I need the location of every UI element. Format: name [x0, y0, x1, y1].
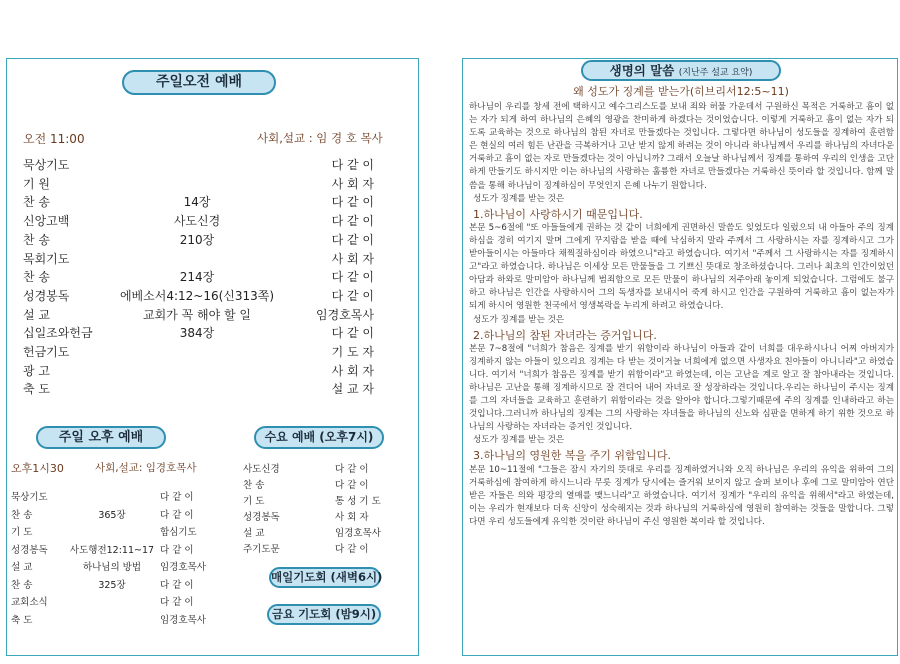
morning-order-detail: 214장 [179, 270, 215, 285]
afternoon-order-name: 성경봉독 [11, 544, 48, 556]
morning-service-title: 주일오전 예배 [122, 70, 276, 95]
afternoon-order-detail: 325장 [98, 579, 126, 591]
wednesday-order-name: 기 도 [243, 496, 265, 507]
morning-order-detail: 교회가 꼭 해야 할 일 [143, 307, 251, 322]
morning-order-leader: 다 같 이 [331, 214, 374, 229]
morning-order-row [7, 175, 420, 193]
morning-order-name: 찬 송 [23, 270, 50, 285]
wednesday-order-leader: 사 회 자 [335, 512, 369, 523]
sermon-title: 생명의 말씀 [609, 63, 675, 78]
afternoon-order-name: 설 교 [11, 562, 33, 573]
afternoon-order-name: 묵상기도 [11, 492, 48, 503]
morning-order-detail: 384장 [179, 326, 215, 341]
wednesday-order-leader: 다 같 이 [335, 544, 369, 555]
sermon-body [469, 101, 894, 529]
daily-prayer-badge: 매일기도회 (새벽6시) [269, 567, 381, 588]
wednesday-order-name: 주기도문 [243, 544, 280, 555]
afternoon-order-row [7, 594, 237, 611]
afternoon-order-row [7, 559, 237, 576]
sermon-point-heading: 1.하나님이 사랑하시기 때문입니다. [473, 207, 643, 221]
wednesday-order-row [243, 525, 413, 542]
morning-order-row [7, 306, 420, 324]
afternoon-service-title: 주일 오후 예배 [36, 426, 166, 449]
sermon-intro: 하나님이 우리를 창세 전에 택하시고 예수그리스도를 보내 죄와 허물 가운데서 구원하신 목적은 거룩하고 흠이 없는 자가 되게 하여 하나님의 은혜의 영광을 찬미하게 하겠다는 것이었습니다. 이렇게 거룩하고 흠이 없는 자가 되도록 교육하는 것으로 하나님의 참된 자녀로 만들겠다는 것입니다. 그렇다면 하나님이 성도들을 징계하여 훈련함은 현실의 여러 힘든 난관을 극복하거나 고난 받지 않게 하려는 것이 아니라 하나님께서 우리를 하나님의 자녀다운 거룩하고 흠이 없는 자로 만들겠다는 것이 아닙니까? 그래서 오늘날 하나님께서 징계를 통하여 우리의 인생을 고단하게 만들기도 하시지만 이는 하나님의 사랑하는 훌륭한 자녀로 만들겠다는 거룩하신 뜻이라 할 것입니다. 함께 말씀을 통해 하나님이 징계하심이 무엇인지 은혜 나누기 원합니다. [469, 102, 894, 191]
morning-order-leader: 사 회 자 [331, 251, 374, 266]
wednesday-order-name: 성경봉독 [243, 512, 280, 523]
afternoon-order-detail: 하나님의 방법 [82, 562, 142, 573]
morning-order-name: 십일조와헌금 [23, 326, 93, 341]
afternoon-order-row [7, 612, 237, 629]
afternoon-order-detail: 365장 [98, 509, 126, 521]
morning-order-detail: 에베소서4:12~16(신313쪽) [119, 288, 275, 303]
morning-order-leader: 기 도 자 [331, 345, 374, 359]
morning-order-detail: 사도신경 [173, 214, 221, 229]
sermon-point-text: 본문 5~6절에 "또 아들들에게 권하는 것 같이 너희에게 권면하신 말씀도 잊었도다 일렀으되 내 아들아 주의 징계하심을 경히 여기지 말며 그에게 꾸지람을 받을 때에 낙심하지 말라 주께서 그 사랑하시는 자를 징계하시고 그가 받아들이시는 아들마다 채찍질하심이라 하였으니"라고 하였습니다. 여기서 "주께서 그 사랑하시는 자를 징계하시고"라고 하였습니다. 하나님은 이세상 모든 만물들을 그 기쁘신 뜻대로 창조하셨습니다. 그러나 최초의 인간이었던 아담과 하와로 말미암아 하나님께 범죄함으로 모든 만물이 하나님의 저주아래 놓이게 되었습니다. 그럼에도 불구하고 하나님은 인간을 사랑하시어 그의 독생자를 보내시어 죽게 하시고 인간을 구원하여 거룩하고 흠이 없는자가 되게 하시어 영원한 천국에서 영생복락을 누리게 하려고 하였습니다. [469, 222, 894, 312]
wednesday-order-row [243, 461, 413, 478]
morning-order-leader: 사 회 자 [331, 363, 374, 378]
wednesday-order-name: 찬 송 [243, 480, 265, 491]
afternoon-order-leader: 임경호목사 [160, 562, 206, 573]
morning-order-row [7, 193, 420, 211]
wednesday-order-leader: 통 성 기 도 [335, 496, 381, 507]
morning-order-name: 찬 송 [23, 232, 50, 247]
morning-order-row [7, 250, 420, 268]
morning-order-row [7, 212, 420, 230]
morning-order-row [7, 362, 420, 380]
morning-order-name: 기 원 [23, 176, 50, 191]
sermon-summary-panel [462, 58, 898, 656]
sermon-lead: 성도가 징계를 받는 것은 [473, 314, 565, 325]
afternoon-order-row [7, 489, 237, 506]
afternoon-order-name: 축 도 [11, 614, 33, 626]
morning-order-name: 묵상기도 [23, 158, 70, 172]
morning-order-name: 목회기도 [23, 251, 70, 266]
sermon-point-heading: 2.하나님의 참된 자녀라는 증거입니다. [473, 328, 657, 342]
afternoon-order-row [7, 542, 237, 559]
morning-order-row [7, 268, 420, 286]
morning-order-leader: 다 같 이 [331, 270, 374, 285]
afternoon-order-leader: 임경호목사 [160, 614, 206, 626]
morning-order-row [7, 324, 420, 342]
afternoon-order-name: 찬 송 [11, 509, 33, 521]
morning-order-name: 찬 송 [23, 195, 50, 210]
afternoon-order-row [7, 507, 237, 524]
morning-order-name: 성경봉독 [23, 288, 70, 303]
morning-order-detail: 210장 [179, 232, 215, 247]
sermon-title-note: (지난주 설교 요약) [678, 68, 753, 78]
morning-order-row [7, 287, 420, 305]
morning-order-detail: 14장 [183, 195, 211, 210]
morning-order-name: 설 교 [23, 307, 50, 322]
worship-order-panel [6, 58, 419, 656]
sermon-subtitle: 왜 성도가 징계를 받는가(히브리서12:5~11) [573, 85, 789, 98]
wednesday-order-row [243, 493, 413, 510]
morning-order-leader: 다 같 이 [331, 232, 374, 247]
morning-order-row [7, 156, 420, 174]
afternoon-order-leader: 다 같 이 [160, 492, 194, 503]
wednesday-order-leader: 임경호목사 [335, 528, 381, 539]
afternoon-order-leader: 합심기도 [160, 527, 197, 538]
morning-order-row [7, 231, 420, 249]
afternoon-officiant: 사회,설교: 임경호목사 [95, 462, 197, 474]
wednesday-order-name: 사도신경 [243, 464, 280, 475]
afternoon-order-name: 기 도 [11, 527, 33, 538]
morning-order-leader: 임경호목사 [316, 307, 374, 322]
wednesday-order-name: 설 교 [243, 528, 265, 539]
wednesday-service-title: 수요 예배 (오후7시) [254, 426, 384, 449]
afternoon-order-row [7, 577, 237, 594]
sermon-point-text: 본문 7~8절에 "너희가 참음은 징계를 받기 위함이라 하나님이 아들과 같이 너희를 대우하시나니 어찌 아버지가 징계하지 않는 아들이 있으리요 징계는 다 받는 것이거늘 너희에게 없으면 사생자요 친아들이 아니니라"고 하였습니다. 여기서 "너희가 참음은 징계를 받기 위함이라"고 하였는데, 이는 고난을 계로 알고 잘 참아내라는 것입니다. 하나님은 고난을 통해 징계하시므로 잘 견디어 내어 자녀로 잘 성장하라는 것입니다.우리는 하나님이 주시는 징계를 그의 자녀들을 교육하고 훈련하기 위함이라는 것을 알아야 합니다.그렇기때문에 주의 징계를 인내하라고 하는 것입니다.그러니까 하나님의 징계는 그의 사랑하는 자녀들을 하나님의 신노와 심판을 면하게 하기 위한 것으로 하나님의 사랑하는 자녀라는 증거인 것입니다. [469, 343, 894, 433]
morning-order-name: 신앙고백 [23, 214, 70, 229]
morning-order-leader: 다 같 이 [331, 288, 374, 303]
afternoon-order-leader: 다 같 이 [160, 579, 194, 591]
afternoon-order-name: 찬 송 [11, 579, 33, 591]
morning-order-name: 광 고 [23, 363, 50, 378]
wednesday-order-leader: 다 같 이 [335, 480, 369, 491]
morning-order-leader: 다 같 이 [331, 158, 374, 172]
sermon-title-badge [581, 60, 781, 81]
morning-order-leader: 다 같 이 [331, 326, 374, 341]
afternoon-time: 오후1시30 [11, 462, 64, 475]
afternoon-order-leader: 다 같 이 [160, 544, 194, 556]
afternoon-order-leader: 다 같 이 [160, 509, 194, 521]
morning-order-name: 축 도 [23, 382, 50, 397]
wednesday-order-row [243, 477, 413, 494]
morning-officiant: 사회,설교 : 임 경 호 목사 [257, 131, 383, 145]
afternoon-order-name: 교회소식 [11, 597, 48, 608]
sermon-lead: 성도가 징계를 받는 것은 [473, 193, 565, 204]
morning-order-row [7, 380, 420, 398]
morning-order-leader: 사 회 자 [331, 176, 374, 191]
morning-time: 오전 11:00 [23, 132, 85, 146]
afternoon-order-leader: 다 같 이 [160, 597, 194, 608]
morning-order-leader: 다 같 이 [331, 195, 374, 210]
sermon-point-text: 본문 10~11절에 "그들은 잠시 자기의 뜻대로 우리를 징계하였거니와 오직 하나님은 우리의 유익을 위하여 그의 거룩하심에 참여하게 하시느니라 무릇 징계가 당시에는 즐거워 보이지 않고 슬퍼 보이나 후에 그로 말미암아 연단 받은 자들은 의와 평강의 열매를 맺느니라"고 하였습니다. 여기서 징계가 "우리의 유익을 위해서"라고 하였는데, 이는 우리가 현재보다 더욱 신앙이 성숙해지는 것과 하나님의 거룩하심에 영원히 참여하는 것들을 말합니다. 그렇다면 우리 성도들에게 유익한 것이란 하나님이 주신 영원한 복이라 할 것입니다. [469, 464, 894, 527]
wednesday-order-row [243, 509, 413, 526]
morning-order-row [7, 343, 420, 361]
sermon-point-heading: 3.하나님의 영원한 복을 주기 위함입니다. [473, 449, 671, 463]
morning-order-leader: 설 교 자 [331, 382, 374, 397]
sermon-points [469, 208, 894, 529]
afternoon-order-row [7, 524, 237, 541]
morning-order-name: 헌금기도 [23, 345, 70, 359]
wednesday-order-leader: 다 같 이 [335, 464, 369, 475]
afternoon-order-detail: 사도행전12:11~17 [69, 544, 155, 556]
sermon-lead: 성도가 징계를 받는 것은 [473, 435, 565, 446]
wednesday-order-row [243, 541, 413, 558]
friday-prayer-badge: 금요 기도회 (밤9시) [267, 604, 381, 625]
